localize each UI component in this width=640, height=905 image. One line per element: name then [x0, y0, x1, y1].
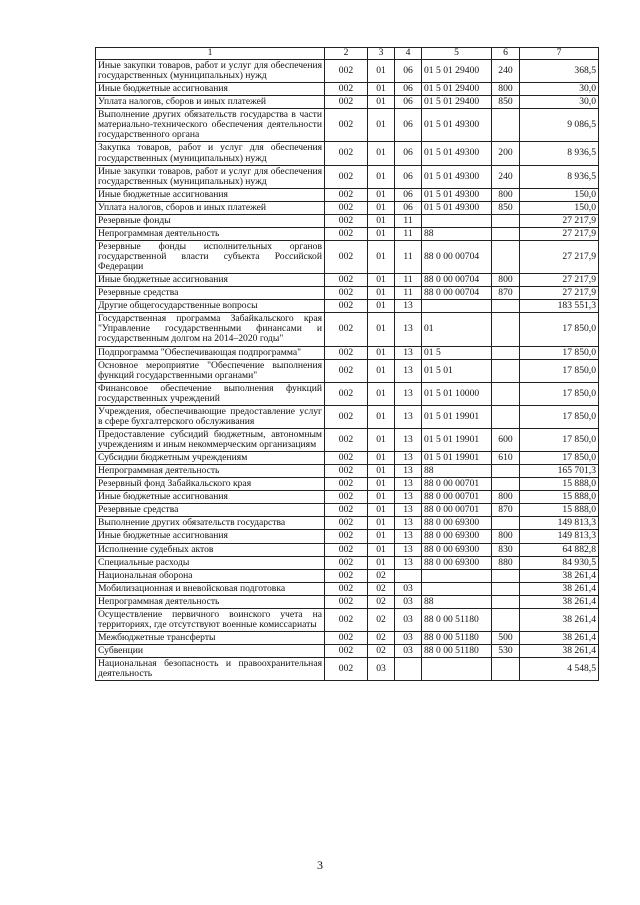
- code-target: 88 0 00 69300: [422, 530, 492, 543]
- code-admin: 002: [325, 491, 368, 504]
- code-subsection: 13: [395, 382, 422, 405]
- code-section: 01: [368, 452, 395, 465]
- header-cell: 7: [520, 48, 599, 60]
- row-amount: 84 930,5: [520, 556, 599, 569]
- row-description: Специальные расходы: [96, 556, 325, 569]
- code-expense-type: [492, 346, 520, 359]
- row-description: Иные закупки товаров, работ и услуг для обеспечения государственных (муниципальных) нужд: [96, 165, 325, 188]
- row-description: Исполнение судебных актов: [96, 543, 325, 556]
- row-description: Межбюджетные трансферты: [96, 631, 325, 644]
- table-row: [96, 346, 599, 359]
- code-admin: 002: [325, 188, 368, 201]
- code-target: 88 0 00 51180: [422, 608, 492, 631]
- header-cell: 2: [325, 48, 368, 60]
- table-row: [96, 595, 599, 608]
- table-row: [96, 201, 599, 214]
- code-subsection: 03: [395, 608, 422, 631]
- table-row: [96, 60, 599, 83]
- code-subsection: 13: [395, 530, 422, 543]
- code-subsection: 13: [395, 517, 422, 530]
- code-section: 01: [368, 346, 395, 359]
- code-admin: 002: [325, 504, 368, 517]
- code-admin: 002: [325, 313, 368, 346]
- row-description: Подпрограмма "Обеспечивающая подпрограмма": [96, 346, 325, 359]
- code-expense-type: [492, 313, 520, 346]
- code-target: 88: [422, 227, 492, 240]
- code-subsection: 03: [395, 631, 422, 644]
- row-description: Субсидии бюджетным учреждениям: [96, 452, 325, 465]
- code-target: 88 0 00 00704: [422, 274, 492, 287]
- row-amount: 27 217,9: [520, 240, 599, 273]
- code-section: 01: [368, 359, 395, 382]
- code-expense-type: [492, 569, 520, 582]
- row-description: Уплата налогов, сборов и иных платежей: [96, 96, 325, 109]
- code-section: 02: [368, 645, 395, 658]
- code-admin: 002: [325, 274, 368, 287]
- code-target: 88 0 00 00701: [422, 491, 492, 504]
- code-target: 01 5 01 29400: [422, 83, 492, 96]
- row-amount: 38 261,4: [520, 631, 599, 644]
- code-expense-type: 240: [492, 165, 520, 188]
- code-section: 01: [368, 287, 395, 300]
- row-description: Национальная оборона: [96, 569, 325, 582]
- code-target: 01 5 01 19901: [422, 428, 492, 451]
- row-description: Другие общегосударственные вопросы: [96, 300, 325, 313]
- row-amount: 9 086,5: [520, 109, 599, 142]
- table-row: [96, 287, 599, 300]
- code-expense-type: [492, 214, 520, 227]
- code-expense-type: 800: [492, 274, 520, 287]
- code-target: 88 0 00 00701: [422, 478, 492, 491]
- row-amount: 149 813,3: [520, 517, 599, 530]
- table-row: [96, 543, 599, 556]
- row-description: Мобилизационная и вневойсковая подготовка: [96, 582, 325, 595]
- code-section: 02: [368, 569, 395, 582]
- row-amount: 17 850,0: [520, 313, 599, 346]
- code-target: 88 0 00 51180: [422, 645, 492, 658]
- code-subsection: 11: [395, 274, 422, 287]
- header-cell: 6: [492, 48, 520, 60]
- row-description: Резервные средства: [96, 287, 325, 300]
- code-expense-type: [492, 227, 520, 240]
- code-admin: 002: [325, 227, 368, 240]
- table-row: [96, 478, 599, 491]
- code-admin: 002: [325, 530, 368, 543]
- code-expense-type: [492, 382, 520, 405]
- row-description: Иные бюджетные ассигнования: [96, 83, 325, 96]
- code-expense-type: [492, 595, 520, 608]
- row-description: Учреждения, обеспечивающие предоставление услуг в сфере бухгалтерского обслуживания: [96, 405, 325, 428]
- code-admin: 002: [325, 359, 368, 382]
- code-admin: 002: [325, 595, 368, 608]
- code-expense-type: 200: [492, 142, 520, 165]
- code-section: 03: [368, 658, 395, 681]
- table-row: [96, 658, 599, 681]
- code-target: 01 5 01 49300: [422, 165, 492, 188]
- code-expense-type: 850: [492, 96, 520, 109]
- code-target: [422, 300, 492, 313]
- code-expense-type: [492, 608, 520, 631]
- code-target: [422, 658, 492, 681]
- code-target: 01 5 01 29400: [422, 96, 492, 109]
- row-description: Иные бюджетные ассигнования: [96, 274, 325, 287]
- code-subsection: 13: [395, 359, 422, 382]
- code-expense-type: 800: [492, 491, 520, 504]
- code-section: 01: [368, 83, 395, 96]
- code-admin: 002: [325, 300, 368, 313]
- code-target: 88 0 00 51180: [422, 631, 492, 644]
- row-amount: 4 548,5: [520, 658, 599, 681]
- table-body: [96, 60, 599, 681]
- table-row: [96, 645, 599, 658]
- row-amount: 15 888,0: [520, 491, 599, 504]
- code-section: 01: [368, 428, 395, 451]
- code-subsection: 13: [395, 405, 422, 428]
- table-row: [96, 274, 599, 287]
- code-admin: 002: [325, 214, 368, 227]
- code-target: 88 0 00 69300: [422, 556, 492, 569]
- row-amount: 15 888,0: [520, 478, 599, 491]
- code-target: [422, 214, 492, 227]
- code-target: [422, 569, 492, 582]
- code-subsection: 03: [395, 645, 422, 658]
- code-target: 01 5 01 49300: [422, 109, 492, 142]
- page-number: 3: [317, 858, 323, 872]
- code-admin: 002: [325, 346, 368, 359]
- code-subsection: 06: [395, 142, 422, 165]
- code-admin: 002: [325, 428, 368, 451]
- row-amount: 38 261,4: [520, 582, 599, 595]
- row-amount: 183 551,3: [520, 300, 599, 313]
- table-row: [96, 188, 599, 201]
- code-admin: 002: [325, 452, 368, 465]
- row-amount: 368,5: [520, 60, 599, 83]
- code-expense-type: [492, 478, 520, 491]
- code-expense-type: 530: [492, 645, 520, 658]
- code-expense-type: [492, 517, 520, 530]
- table-row: [96, 142, 599, 165]
- table-row: [96, 582, 599, 595]
- code-subsection: 06: [395, 165, 422, 188]
- table-row: [96, 631, 599, 644]
- code-subsection: 03: [395, 582, 422, 595]
- code-section: 02: [368, 608, 395, 631]
- row-amount: 8 936,5: [520, 165, 599, 188]
- code-admin: 002: [325, 556, 368, 569]
- code-expense-type: 880: [492, 556, 520, 569]
- code-expense-type: 830: [492, 543, 520, 556]
- code-target: 01 5 01 49300: [422, 142, 492, 165]
- table-row: [96, 96, 599, 109]
- code-section: 01: [368, 504, 395, 517]
- code-subsection: 11: [395, 214, 422, 227]
- row-description: Осуществление первичного воинского учета на территориях, где отсутствуют военные комиссариаты: [96, 608, 325, 631]
- code-expense-type: 870: [492, 504, 520, 517]
- code-section: 01: [368, 274, 395, 287]
- code-subsection: 11: [395, 240, 422, 273]
- code-admin: 002: [325, 142, 368, 165]
- row-amount: 17 850,0: [520, 346, 599, 359]
- code-expense-type: 850: [492, 201, 520, 214]
- table-row: [96, 428, 599, 451]
- code-target: 01 5 01 19901: [422, 405, 492, 428]
- code-expense-type: 600: [492, 428, 520, 451]
- code-subsection: 13: [395, 465, 422, 478]
- row-amount: 17 850,0: [520, 428, 599, 451]
- code-section: 01: [368, 227, 395, 240]
- code-expense-type: [492, 582, 520, 595]
- row-description: Финансовое обеспечение выполнения функций государственных учреждений: [96, 382, 325, 405]
- row-amount: 30,0: [520, 96, 599, 109]
- header-cell: 4: [395, 48, 422, 60]
- code-section: 01: [368, 188, 395, 201]
- code-target: 01 5 01 49300: [422, 188, 492, 201]
- code-expense-type: [492, 300, 520, 313]
- row-amount: 17 850,0: [520, 382, 599, 405]
- table-row: [96, 227, 599, 240]
- code-subsection: 06: [395, 109, 422, 142]
- table-row: [96, 313, 599, 346]
- code-subsection: 13: [395, 300, 422, 313]
- code-subsection: [395, 569, 422, 582]
- code-section: 01: [368, 165, 395, 188]
- row-description: Иные бюджетные ассигнования: [96, 491, 325, 504]
- code-admin: 002: [325, 478, 368, 491]
- code-section: 01: [368, 214, 395, 227]
- code-section: 01: [368, 313, 395, 346]
- code-section: 01: [368, 109, 395, 142]
- row-amount: 150,0: [520, 188, 599, 201]
- table-row: [96, 452, 599, 465]
- table-header-row: [96, 48, 599, 60]
- row-amount: 17 850,0: [520, 405, 599, 428]
- table-row: [96, 165, 599, 188]
- row-amount: 17 850,0: [520, 359, 599, 382]
- table-row: [96, 214, 599, 227]
- row-description: Выполнение других обязательств государства в части материально-технического обеспечения деятельности государственного органа: [96, 109, 325, 142]
- code-subsection: 06: [395, 83, 422, 96]
- code-target: 88 0 00 69300: [422, 543, 492, 556]
- code-expense-type: 240: [492, 60, 520, 83]
- code-subsection: [395, 658, 422, 681]
- budget-table: [95, 47, 599, 681]
- code-admin: 002: [325, 517, 368, 530]
- code-target: 88 0 00 00704: [422, 240, 492, 273]
- code-admin: 002: [325, 240, 368, 273]
- header-cell: 5: [422, 48, 492, 60]
- code-admin: 002: [325, 543, 368, 556]
- code-target: [422, 582, 492, 595]
- code-target: 88 0 00 00704: [422, 287, 492, 300]
- row-description: Выполнение других обязательств государства: [96, 517, 325, 530]
- code-subsection: 13: [395, 556, 422, 569]
- code-target: 01: [422, 313, 492, 346]
- row-amount: 150,0: [520, 201, 599, 214]
- code-admin: 002: [325, 96, 368, 109]
- table-row: [96, 517, 599, 530]
- code-expense-type: [492, 405, 520, 428]
- code-section: 01: [368, 300, 395, 313]
- code-admin: 002: [325, 60, 368, 83]
- code-section: 02: [368, 595, 395, 608]
- table-row: [96, 405, 599, 428]
- code-target: 88: [422, 465, 492, 478]
- row-description: Иные бюджетные ассигнования: [96, 188, 325, 201]
- code-admin: 002: [325, 83, 368, 96]
- code-expense-type: [492, 658, 520, 681]
- code-target: 88: [422, 595, 492, 608]
- code-expense-type: 800: [492, 188, 520, 201]
- code-subsection: 13: [395, 428, 422, 451]
- code-subsection: 13: [395, 543, 422, 556]
- row-description: Закупка товаров, работ и услуг для обеспечения государственных (муниципальных) нужд: [96, 142, 325, 165]
- code-subsection: 13: [395, 504, 422, 517]
- code-subsection: 03: [395, 595, 422, 608]
- code-section: 01: [368, 543, 395, 556]
- code-subsection: 06: [395, 96, 422, 109]
- header-cell: 1: [96, 48, 325, 60]
- row-amount: 27 217,9: [520, 287, 599, 300]
- code-section: 01: [368, 142, 395, 165]
- table-row: [96, 491, 599, 504]
- row-description: Непрограммная деятельность: [96, 227, 325, 240]
- row-description: Предоставление субсидий бюджетным, автономным учреждениям и иным некоммерческим организациям: [96, 428, 325, 451]
- table-row: [96, 569, 599, 582]
- row-amount: 15 888,0: [520, 504, 599, 517]
- row-description: Непрограммная деятельность: [96, 465, 325, 478]
- code-target: 01 5 01 10000: [422, 382, 492, 405]
- row-description: Национальная безопасность и правоохранительная деятельность: [96, 658, 325, 681]
- table-row: [96, 109, 599, 142]
- row-description: Резервные фонды исполнительных органов государственной власти субъекта Российской Федерации: [96, 240, 325, 273]
- code-admin: 002: [325, 201, 368, 214]
- code-expense-type: [492, 465, 520, 478]
- code-subsection: 06: [395, 188, 422, 201]
- code-target: 88 0 00 00701: [422, 504, 492, 517]
- row-amount: 64 882,8: [520, 543, 599, 556]
- row-description: Уплата налогов, сборов и иных платежей: [96, 201, 325, 214]
- row-amount: 8 936,5: [520, 142, 599, 165]
- code-section: 02: [368, 582, 395, 595]
- code-expense-type: 870: [492, 287, 520, 300]
- code-section: 01: [368, 96, 395, 109]
- code-section: 02: [368, 631, 395, 644]
- code-section: 01: [368, 201, 395, 214]
- code-subsection: 06: [395, 201, 422, 214]
- code-subsection: 06: [395, 60, 422, 83]
- code-section: 01: [368, 556, 395, 569]
- table-row: [96, 359, 599, 382]
- code-admin: 002: [325, 405, 368, 428]
- table-row: [96, 504, 599, 517]
- code-section: 01: [368, 491, 395, 504]
- row-description: Непрограммная деятельность: [96, 595, 325, 608]
- row-description: Резервные средства: [96, 504, 325, 517]
- code-subsection: 11: [395, 287, 422, 300]
- code-subsection: 13: [395, 491, 422, 504]
- row-description: Иные закупки товаров, работ и услуг для обеспечения государственных (муниципальных) нужд: [96, 60, 325, 83]
- code-expense-type: 800: [492, 83, 520, 96]
- code-subsection: 11: [395, 227, 422, 240]
- code-admin: 002: [325, 465, 368, 478]
- code-subsection: 13: [395, 313, 422, 346]
- code-admin: 002: [325, 631, 368, 644]
- code-subsection: 13: [395, 346, 422, 359]
- row-amount: 27 217,9: [520, 274, 599, 287]
- code-admin: 002: [325, 165, 368, 188]
- code-subsection: 13: [395, 478, 422, 491]
- code-expense-type: [492, 109, 520, 142]
- code-target: 88 0 00 69300: [422, 517, 492, 530]
- table-row: [96, 300, 599, 313]
- code-section: 01: [368, 405, 395, 428]
- row-description: Государственная программа Забайкальского края "Управление государственными финансами и государственным долгом на 2014–2020 годы": [96, 313, 325, 346]
- code-target: 01 5: [422, 346, 492, 359]
- code-admin: 002: [325, 569, 368, 582]
- code-admin: 002: [325, 287, 368, 300]
- code-expense-type: 800: [492, 530, 520, 543]
- row-amount: 38 261,4: [520, 645, 599, 658]
- code-section: 01: [368, 60, 395, 83]
- row-amount: 149 813,3: [520, 530, 599, 543]
- row-amount: 30,0: [520, 83, 599, 96]
- table-row: [96, 382, 599, 405]
- code-expense-type: [492, 240, 520, 273]
- code-section: 01: [368, 382, 395, 405]
- row-amount: 38 261,4: [520, 569, 599, 582]
- code-section: 01: [368, 517, 395, 530]
- code-section: 01: [368, 465, 395, 478]
- code-expense-type: [492, 359, 520, 382]
- code-expense-type: 610: [492, 452, 520, 465]
- row-amount: 27 217,9: [520, 227, 599, 240]
- code-target: 01 5 01 19901: [422, 452, 492, 465]
- code-expense-type: 500: [492, 631, 520, 644]
- code-admin: 002: [325, 658, 368, 681]
- table-row: [96, 556, 599, 569]
- code-target: 01 5 01 49300: [422, 201, 492, 214]
- row-description: Резервный фонд Забайкальского края: [96, 478, 325, 491]
- row-amount: 38 261,4: [520, 608, 599, 631]
- code-section: 01: [368, 240, 395, 273]
- row-amount: 38 261,4: [520, 595, 599, 608]
- code-admin: 002: [325, 582, 368, 595]
- code-admin: 002: [325, 382, 368, 405]
- row-description: Субвенции: [96, 645, 325, 658]
- row-amount: 27 217,9: [520, 214, 599, 227]
- row-amount: 165 701,3: [520, 465, 599, 478]
- row-description: Иные бюджетные ассигнования: [96, 530, 325, 543]
- code-admin: 002: [325, 645, 368, 658]
- table-row: [96, 608, 599, 631]
- code-section: 01: [368, 530, 395, 543]
- row-description: Основное мероприятие "Обеспечение выполнения функций государственными органами": [96, 359, 325, 382]
- code-target: 01 5 01: [422, 359, 492, 382]
- table-row: [96, 240, 599, 273]
- row-amount: 17 850,0: [520, 452, 599, 465]
- code-subsection: 13: [395, 452, 422, 465]
- table-row: [96, 465, 599, 478]
- table-row: [96, 83, 599, 96]
- row-description: Резервные фонды: [96, 214, 325, 227]
- table-row: [96, 530, 599, 543]
- code-admin: 002: [325, 109, 368, 142]
- header-cell: 3: [368, 48, 395, 60]
- code-section: 01: [368, 478, 395, 491]
- code-target: 01 5 01 29400: [422, 60, 492, 83]
- code-admin: 002: [325, 608, 368, 631]
